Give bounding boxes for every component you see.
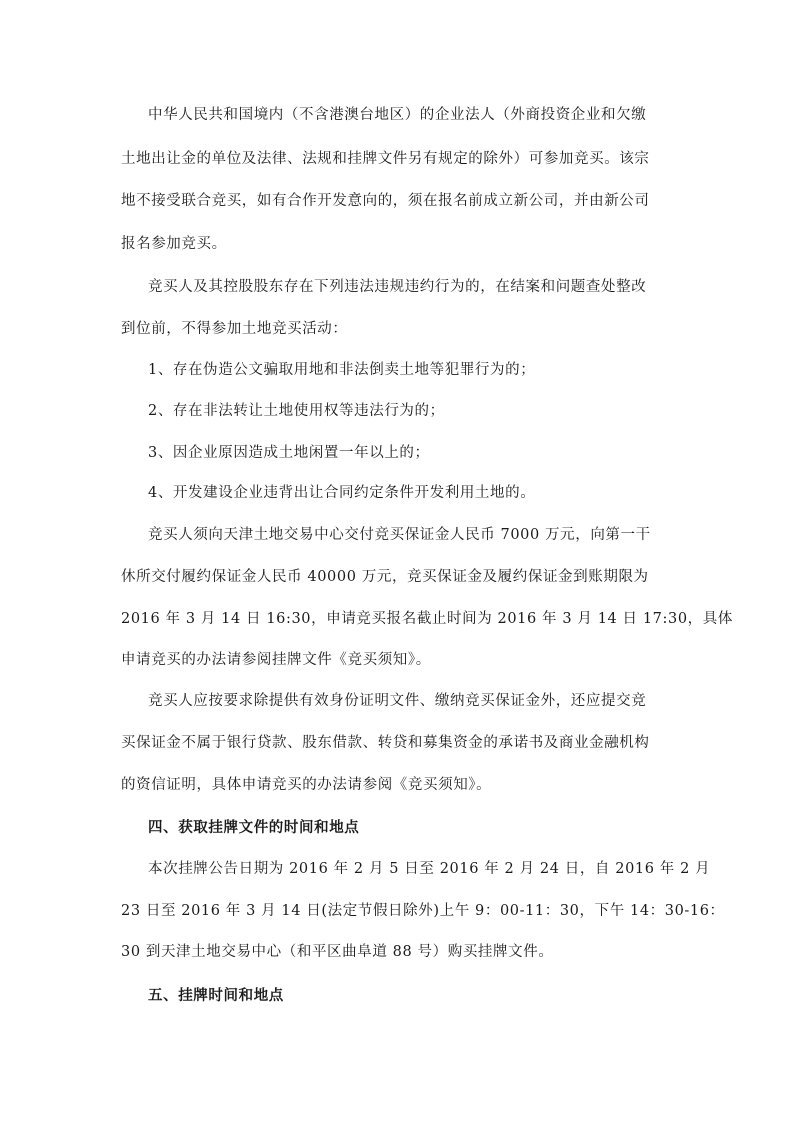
paragraph-announcement-line-1: 本次挂牌公告日期为 2016 年 2 月 5 日至 2016 年 2 月 24 日，自 2016 年 2 月: [148, 861, 711, 877]
section-heading-5: 五、挂牌时间和地点: [148, 987, 284, 1004]
paragraph-violations-line-2: 到位前，不得参加土地竞买活动：: [121, 321, 348, 337]
paragraph-deposit-line-1: 竞买人须向天津土地交易中心交付竞买保证金人民币 7000 万元，向第一干: [148, 527, 651, 543]
list-item-4: 4、开发建设企业违背出让合同约定条件开发利用土地的。: [148, 485, 536, 501]
section-heading-4: 四、获取挂牌文件的时间和地点: [148, 819, 360, 836]
paragraph-eligibility-line-3: 地不接受联合竞买，如有合作开发意向的，须在报名前成立新公司，并由新公司: [121, 193, 650, 209]
paragraph-eligibility-line-4: 报名参加竞买。: [121, 236, 227, 252]
paragraph-violations-line-1: 竞买人及其控股股东存在下列违法违规违约行为的，在结案和问题查处整改: [148, 279, 647, 295]
paragraph-documents-line-2: 买保证金不属于银行贷款、股东借款、转贷和募集资金的承诺书及商业金融机构: [121, 735, 650, 751]
paragraph-announcement-line-2: 23 日至 2016 年 3 月 14 日(法定节假日除外)上午 9：00-11：30，下午 14：30-16：: [121, 903, 725, 919]
paragraph-documents-line-1: 竞买人应按要求除提供有效身份证明文件、缴纳竞买保证金外，还应提交竞: [148, 693, 647, 709]
paragraph-announcement-line-3: 30 到天津土地交易中心（和平区曲阜道 88 号）购买挂牌文件。: [121, 944, 554, 960]
list-item-3: 3、因企业原因造成土地闲置一年以上的；: [148, 445, 430, 461]
paragraph-eligibility-line-2: 土地出让金的单位及法律、法规和挂牌文件另有规定的除外）可参加竞买。该宗: [121, 151, 650, 167]
paragraph-deposit-line-2: 休所交付履约保证金人民币 40000 万元，竞买保证金及履约保证金到账期限为: [121, 569, 649, 585]
list-item-2: 2、存在非法转让土地使用权等违法行为的；: [148, 403, 445, 419]
paragraph-deposit-line-3: 2016 年 3 月 14 日 16:30，申请竞买报名截止时间为 2016 年 3 月 14 日 17:30，具体: [121, 611, 733, 627]
paragraph-deposit-line-4: 申请竞买的办法请参阅挂牌文件《竞买须知》。: [121, 652, 431, 668]
paragraph-documents-line-3: 的资信证明，具体申请竞买的办法请参阅《竞买须知》。: [121, 777, 492, 793]
list-item-1: 1、存在伪造公文骗取用地和非法倒卖土地等犯罪行为的；: [148, 362, 536, 378]
paragraph-eligibility-line-1: 中华人民共和国境内（不含港澳台地区）的企业法人（外商投资企业和欠缴: [148, 107, 647, 123]
